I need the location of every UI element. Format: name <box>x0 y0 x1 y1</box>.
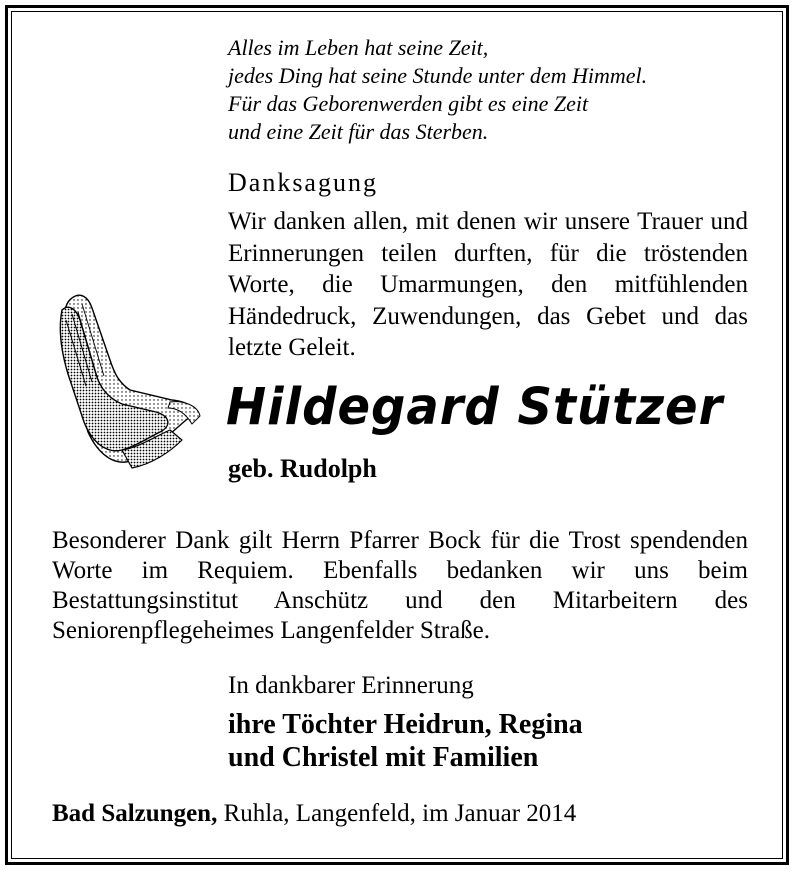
poem <box>228 34 647 146</box>
poem-line: jedes Ding hat seine Stunde unter dem Himmel. <box>228 63 648 88</box>
thanks-text: Wir danken allen, mit denen wir unsere Trauer und Erinnerungen teilen durften, für die tröstenden Worte, die Umarmungen, den mitfühlenden Händedruck, Zuwendungen, das Gebet und das letzte Geleit. <box>228 208 748 361</box>
praying-hands-illustration <box>52 290 202 470</box>
poem-line: Alles im Leben hat seine Zeit, <box>228 35 489 60</box>
heading-danksagung: Danksagung <box>228 168 378 197</box>
poem-line: und eine Zeit für das Sterben. <box>228 119 489 144</box>
praying-hands-icon <box>52 290 202 470</box>
special-thanks-text: Besonderer Dank gilt Herrn Pfarrer Bock für die Trost spendenden Worte im Requiem. Ebenfalls bedanken wir uns beim Bestattungsinstitut Anschütz und den Mitarbeitern des Seniorenpflegeheimes Langenfelder Straße. <box>52 527 748 644</box>
place-rest: Ruhla, Langenfeld, im Januar 2014 <box>217 800 577 827</box>
poem-line: Für das Geborenwerden gibt es eine Zeit <box>228 91 589 116</box>
deceased-name: Hildegard Stützer <box>226 378 724 437</box>
family-line: und Christel mit Familien <box>228 742 539 773</box>
place-and-date <box>52 800 576 828</box>
family-signature <box>228 708 583 774</box>
place-primary: Bad Salzungen, <box>52 800 218 827</box>
memory-line: In dankbarer Erinnerung <box>228 672 474 699</box>
maiden-name: geb. Rudolph <box>228 454 377 483</box>
family-line: ihre Töchter Heidrun, Regina <box>228 709 583 740</box>
